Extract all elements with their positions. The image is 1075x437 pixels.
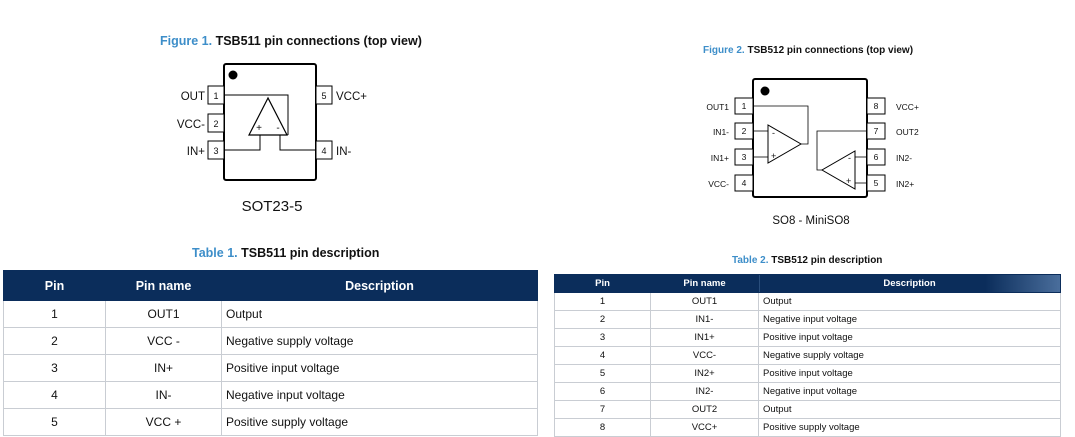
table2-cell-pin-name: IN1+ <box>651 329 759 347</box>
table1-cell-pin-name: IN+ <box>106 355 222 382</box>
figure1-opamp-plus: + <box>256 123 262 134</box>
table1-cell-pin-name: IN- <box>106 382 222 409</box>
figure1-pin4-name: IN- <box>336 146 352 158</box>
table2-cell-pin-name: OUT2 <box>651 401 759 419</box>
table2-pin-description <box>554 274 1061 437</box>
table2-label: Table 2. <box>732 255 769 266</box>
table2-caption <box>732 255 882 266</box>
figure2-opamp1-minus: - <box>772 128 775 138</box>
figure2-pin5-num: 5 <box>873 178 879 188</box>
table-row <box>555 401 1061 419</box>
table1-cell-pin-name: VCC + <box>106 409 222 436</box>
table2-header-row <box>555 275 1061 293</box>
figure2-pin8-num: 8 <box>873 101 879 111</box>
table2-cell-description: Negative supply voltage <box>759 347 1061 365</box>
table1-header-row <box>4 271 538 301</box>
figure1-pin3-num: 3 <box>213 146 219 156</box>
figure2-pin2-num: 2 <box>741 126 747 136</box>
figure2-pin3-name: IN1+ <box>710 153 729 163</box>
table1-cell-pin: 2 <box>4 328 106 355</box>
table-row <box>4 409 538 436</box>
table1-cell-pin: 1 <box>4 301 106 328</box>
figure1-pin1-dot <box>229 71 238 80</box>
figure1-pin5-num: 5 <box>321 91 327 101</box>
figure2-pin6-num: 6 <box>873 152 879 162</box>
table1-header-pin-name: Pin name <box>106 271 222 301</box>
table2-cell-pin: 2 <box>555 311 651 329</box>
figure1-pin1-name: OUT <box>180 91 205 103</box>
figure1-package-label: SOT23-5 <box>241 198 303 215</box>
table1-header-description: Description <box>222 271 538 301</box>
table1-label: Table 1. <box>192 246 238 260</box>
table1-cell-pin: 3 <box>4 355 106 382</box>
figure1-pin2-num: 2 <box>213 119 219 129</box>
table2-cell-description: Positive input voltage <box>759 329 1061 347</box>
figure2-pin6-name: IN2- <box>896 153 913 163</box>
figure1-pin5-name: VCC+ <box>336 91 367 103</box>
figure2-title: TSB512 pin connections (top view) <box>747 45 914 56</box>
table2-cell-pin-name: OUT1 <box>651 293 759 311</box>
figure2-pin2-name: IN1- <box>712 127 729 137</box>
figure1-pin1-num: 1 <box>213 91 219 101</box>
figure2-caption <box>703 45 913 56</box>
table-row <box>555 293 1061 311</box>
table2-cell-pin-name: IN2+ <box>651 365 759 383</box>
table2-cell-description: Positive supply voltage <box>759 419 1061 437</box>
table1-cell-pin: 5 <box>4 409 106 436</box>
table2-cell-description: Positive input voltage <box>759 365 1061 383</box>
table-row <box>555 347 1061 365</box>
figure2-pin7-name: OUT2 <box>896 127 919 137</box>
table1-title: TSB511 pin description <box>241 246 380 260</box>
figure1-caption <box>160 34 422 48</box>
figure1-title: TSB511 pin connections (top view) <box>215 34 422 48</box>
figure1-diagram <box>170 60 410 215</box>
figure2-opamp2-minus: - <box>848 153 851 163</box>
table1-cell-pin-name: OUT1 <box>106 301 222 328</box>
table2-cell-pin: 7 <box>555 401 651 419</box>
figure2-label: Figure 2. <box>703 45 745 56</box>
figure1-pin4-num: 4 <box>321 146 327 156</box>
table-row <box>555 383 1061 401</box>
table2-title: TSB512 pin description <box>771 255 883 266</box>
table1-cell-description: Positive input voltage <box>222 355 538 382</box>
table2-cell-description: Negative input voltage <box>759 383 1061 401</box>
figure2-diagram <box>700 75 940 235</box>
table2-cell-pin-name: IN1- <box>651 311 759 329</box>
table2-cell-pin: 1 <box>555 293 651 311</box>
figure2-pin3-num: 3 <box>741 152 747 162</box>
table2-cell-pin: 6 <box>555 383 651 401</box>
table1-cell-pin-name: VCC - <box>106 328 222 355</box>
table2-cell-pin-name: VCC- <box>651 347 759 365</box>
table1-cell-description: Positive supply voltage <box>222 409 538 436</box>
figure1-pin2-name: VCC- <box>176 119 205 131</box>
figure2-pin1-dot <box>761 87 770 96</box>
table-row <box>4 301 538 328</box>
table2-cell-description: Output <box>759 293 1061 311</box>
figure1-opamp-minus: - <box>276 123 280 134</box>
table2-cell-pin: 5 <box>555 365 651 383</box>
table1-cell-description: Output <box>222 301 538 328</box>
table2-header-description: Description <box>759 275 1061 293</box>
table-row <box>555 311 1061 329</box>
figure2-pin7-num: 7 <box>873 126 879 136</box>
figure2-package-label: SO8 - MiniSO8 <box>772 215 850 227</box>
table2-cell-pin-name: VCC+ <box>651 419 759 437</box>
table2-cell-pin: 3 <box>555 329 651 347</box>
figure2-pin4-name: VCC- <box>708 179 729 189</box>
table1-cell-pin: 4 <box>4 382 106 409</box>
table1-caption <box>192 246 379 260</box>
figure2-opamp2-plus: + <box>846 176 852 186</box>
table2-cell-pin-name: IN2- <box>651 383 759 401</box>
table1-pin-description <box>3 270 538 436</box>
table2-cell-description: Negative input voltage <box>759 311 1061 329</box>
table1-header-pin: Pin <box>4 271 106 301</box>
figure2-pin1-num: 1 <box>741 101 747 111</box>
table1-cell-description: Negative input voltage <box>222 382 538 409</box>
figure2-pin1-name: OUT1 <box>706 102 729 112</box>
figure2-pin4-num: 4 <box>741 178 747 188</box>
figure2-pin5-name: IN2+ <box>896 179 915 189</box>
table-row <box>555 329 1061 347</box>
table-row <box>4 355 538 382</box>
table-row <box>4 328 538 355</box>
table2-cell-pin: 8 <box>555 419 651 437</box>
table2-header-pin: Pin <box>555 275 651 293</box>
table-row <box>555 365 1061 383</box>
figure2-opamp1-plus: + <box>771 151 777 161</box>
figure2-pin8-name: VCC+ <box>896 102 919 112</box>
table2-cell-description: Output <box>759 401 1061 419</box>
table2-header-pin-name: Pin name <box>651 275 759 293</box>
table2-cell-pin: 4 <box>555 347 651 365</box>
figure1-label: Figure 1. <box>160 34 213 48</box>
figure1-pin3-name: IN+ <box>186 146 205 158</box>
table1-cell-description: Negative supply voltage <box>222 328 538 355</box>
table-row <box>4 382 538 409</box>
